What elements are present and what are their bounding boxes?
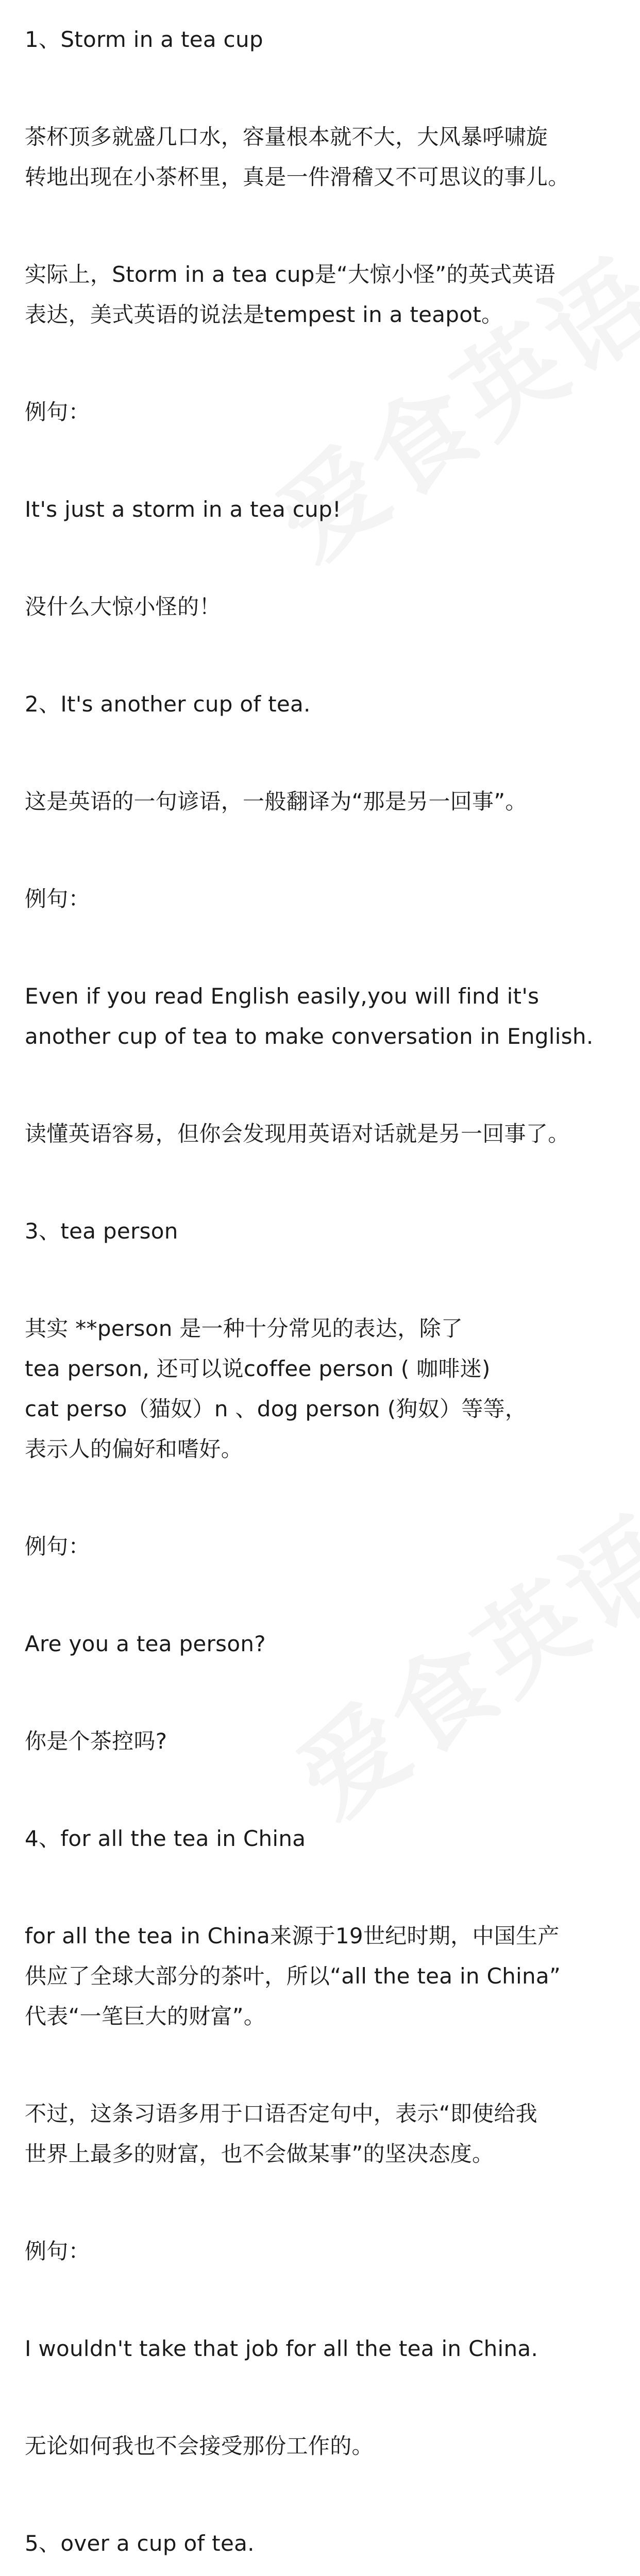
section-heading: 2、It's another cup of tea.: [25, 691, 311, 717]
section-heading: 3、tea person: [25, 1218, 178, 1244]
paragraph: 实际上，Storm in a tea cup是“大惊小怪”的英式英语 表达，美式英语的说法是tempest in a teapot。: [25, 262, 555, 327]
example-label: 例句：: [25, 1534, 90, 1559]
paragraph: 茶杯顶多就盛几口水，容量根本就不大，大风暴呼啸旋 转地出现在小茶杯里，真是一件滑稽又不可思议的事儿。: [25, 124, 570, 190]
example-sentence: It's just a storm in a tea cup!: [25, 497, 342, 522]
example-translation: 你是个茶控吗?: [25, 1728, 167, 1754]
example-sentence: I wouldn't take that job for all the tea in China.: [25, 2336, 538, 2361]
paragraph: 不过，这条习语多用于口语否定句中，表示“即使给我 世界上最多的财富，也不会做某事”的坚决态度。: [25, 2101, 537, 2166]
paragraph: 这是英语的一句谚语，一般翻译为“那是另一回事”。: [25, 789, 527, 814]
section-heading: 5、over a cup of tea.: [25, 2531, 255, 2556]
example-label: 例句：: [25, 886, 90, 911]
example-translation: 没什么大惊小怪的！: [25, 594, 221, 619]
example-sentence: Even if you read English easily,you will find it's another cup of tea to make conversation in English.: [25, 984, 594, 1049]
example-label: 例句：: [25, 2239, 90, 2264]
example-translation: 无论如何我也不会接受那份工作的。: [25, 2433, 374, 2459]
example-translation: 读懂英语容易，但你会发现用英语对话就是另一回事了。: [25, 1121, 570, 1146]
example-sentence: Are you a tea person?: [25, 1631, 266, 1656]
paragraph: 其实 **person 是一种十分常见的表达，除了 tea person, 还可以说coffee person ( 咖啡迷) cat perso（猫奴）n 、dog person (狗奴）等等， 表示人的偏好和嗜好。: [25, 1316, 527, 1462]
section-heading: 4、for all the tea in China: [25, 1826, 306, 1851]
example-label: 例句：: [25, 399, 90, 425]
article-body: [25, 20, 628, 2576]
paragraph: for all the tea in China来源于19世纪时期，中国生产 供应了全球大部分的茶叶，所以“all the tea in China” 代表“一笔巨大的财富”。: [25, 1923, 561, 2029]
section-heading: 1、Storm in a tea cup: [25, 27, 263, 52]
